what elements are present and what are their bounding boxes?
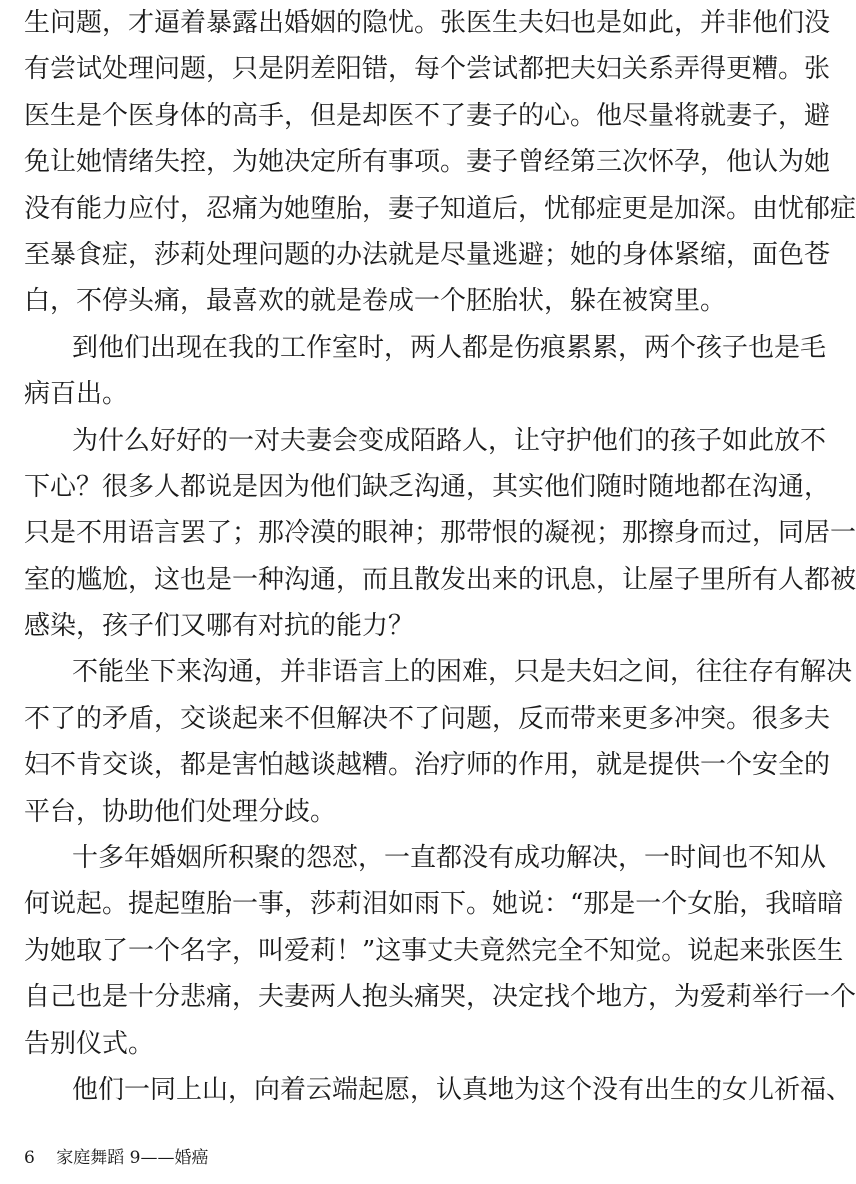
text-line: 只是不用语言罢了；那冷漠的眼神；那带恨的凝视；那擦身而过，同居一 bbox=[24, 518, 856, 549]
text-line: 不了的矛盾，交谈起来不但解决不了问题，反而带来更多冲突。很多夫 bbox=[24, 703, 831, 734]
text-line: 室的尴尬，这也是一种沟通，而且散发出来的讯息，让屋子里所有人都被 bbox=[24, 564, 856, 595]
text-line: 他们一同上山，向着云端起愿，认真地为这个没有出生的女儿祈福、 bbox=[72, 1074, 853, 1105]
text-line: 至暴食症，莎莉处理问题的办法就是尽量逃避；她的身体紧缩，面色苍 bbox=[24, 239, 831, 270]
text-line: 免让她情绪失控，为她决定所有事项。妻子曾经第三次怀孕，他认为她 bbox=[24, 147, 831, 178]
text-line: 生问题，才逼着暴露出婚姻的隐忧。张医生夫妇也是如此，并非他们没 bbox=[24, 8, 831, 38]
text-line: 医生是个医身体的高手，但是却医不了妻子的心。他尽量将就妻子，避 bbox=[24, 100, 831, 131]
text-line: 妇不肯交谈，都是害怕越谈越糟。治疗师的作用，就是提供一个安全的 bbox=[24, 750, 831, 781]
text-line: 有尝试处理问题，只是阴差阳错，每个尝试都把夫妇关系弄得更糟。张 bbox=[24, 54, 831, 85]
text-line: 何说起。提起堕胎一事，莎莉泪如雨下。她说：“那是一个女胎，我暗暗 bbox=[24, 889, 844, 920]
text-line: 感染，孩子们又哪有对抗的能力？ bbox=[24, 611, 415, 642]
text-line: 为什么好好的一对夫妻会变成陌路人，让守护他们的孩子如此放不 bbox=[72, 425, 827, 456]
text-line: 没有能力应付，忍痛为她堕胎，妻子知道后，忧郁症更是加深。由忧郁症 bbox=[24, 193, 856, 224]
text-line: 到他们出现在我的工作室时，两人都是伤痕累累，两个孩子也是毛 bbox=[72, 332, 827, 363]
text-line: 告别仪式。 bbox=[24, 1028, 155, 1059]
text-line: 自己也是十分悲痛，夫妻两人抱头痛哭，决定找个地方，为爱莉举行一个 bbox=[24, 982, 856, 1013]
page-number: 6 bbox=[24, 1148, 35, 1168]
page-body bbox=[24, 0, 856, 1113]
text-line: 平台，协助他们处理分歧。 bbox=[24, 796, 337, 827]
text-line: 不能坐下来沟通，并非语言上的困难，只是夫妇之间，往往存有解决 bbox=[72, 657, 853, 688]
page-footer bbox=[24, 1148, 208, 1168]
text-line: 下心？很多人都说是因为他们缺乏沟通，其实他们随时随地都在沟通， bbox=[24, 471, 831, 502]
text-line: 为她取了一个名字，叫爱莉！”这事丈夫竟然完全不知觉。说起来张医生 bbox=[24, 935, 844, 966]
running-title: 家庭舞蹈 9——婚癌 bbox=[56, 1148, 209, 1168]
text-line: 十多年婚姻所积聚的怨怼，一直都没有成功解决，一时间也不知从 bbox=[72, 843, 827, 874]
text-line: 病百出。 bbox=[24, 379, 129, 410]
text-line: 白，不停头痛，最喜欢的就是卷成一个胚胎状，躲在被窝里。 bbox=[24, 286, 727, 317]
